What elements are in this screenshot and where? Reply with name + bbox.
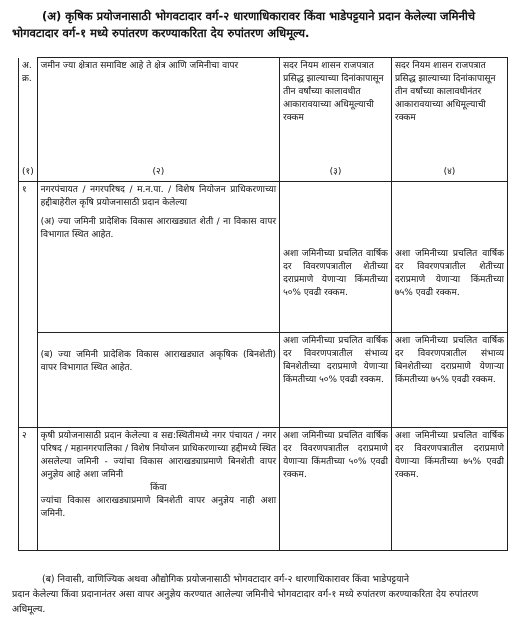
header-premium-after-3yrs: सदर नियम शासन राजपत्रात प्रसिद्ध झाल्याच्या दिनांकापासून तीन वर्षांच्या कालावधीनंतर आकारावयाच्या अधिमूल्याची रक्कम (391, 58, 507, 165)
row1-sub-b-premium-3yrs: अशा जमिनीच्या प्रचलित वार्षिक दर विवरणपत्रातील संभाव्य बिनशेतीच्या दराप्रमाणे येणाऱ्या किंमतीच्या ५०% एवढी रक्कम. (280, 333, 392, 428)
column-number-row (19, 164, 508, 182)
row1-sub-a-text: (अ) ज्या जमिनी प्रादेशिक विकास आराखड्यात शेती / ना विकास वापर विभागात स्थित आहेत. (40, 217, 277, 240)
row1-number: १ (22, 185, 27, 195)
col-number-1: (१) (19, 164, 38, 182)
table-header-row (19, 58, 508, 165)
section-heading (12, 8, 512, 42)
row2-description (37, 428, 279, 551)
row2-or: किंवा (150, 483, 167, 493)
row2-text-1: कृषी प्रयोजनासाठी प्रदान केलेल्या व सद्य:स्थितीमध्ये नगर पंचायत / नगर परिषद / महानगरपालिका / विशेष नियोजन प्राधिकरणाच्या हद्दीमध्ये स्थित असलेल्या जमिनी - ज्यांचा विकास आराखड्याप्रमाणे बिनशेती वापर अनुज्ञेय आहे अशा जमिनी (40, 431, 277, 480)
header-land-area: जमीन ज्या क्षेत्रात समाविष्ट आहे ते क्षेत्र आणि जमिनीचा वापर (37, 58, 279, 165)
row1-sub-a-premium-after: अशा जमिनीच्या प्रचलित वार्षिक दर विवरणपत्रातील शेतीच्या दराप्रमाणे येणाऱ्या किंमतीच्या ७५% एवढी रक्कम. (391, 182, 507, 333)
section-footer (12, 572, 512, 617)
table-row (19, 428, 508, 551)
heading-line-2: भोगवटादार वर्ग-१ मध्ये रुपांतरण करण्याकरिता देय रुपांतरण अधिमूल्य. (12, 26, 310, 40)
row2-serial (19, 428, 38, 551)
row2-number: २ (22, 431, 27, 441)
row1-intro: नगरपंचायत / नगरपरिषद / म.न.पा. / विशेष नियोजन प्राधिकरणाच्या हद्दीबाहेरील कृषि प्रयोजनासाठी प्रदान केलेल्या (40, 185, 277, 208)
table-row (19, 182, 508, 333)
premium-table (18, 57, 508, 551)
header-premium-3yrs: सदर नियम शासन राजपत्रात प्रसिद्ध झाल्याच्या दिनांकापासून तीन वर्षांच्या कालावधीत आकारावयाच्या अधिमूल्याची रक्कम (280, 58, 392, 165)
footer-line-2: प्रदान केलेल्या किंवा प्रदानानंतर असा वापर अनुज्ञेय करण्यात आलेल्या जमिनीचे भोगवटादार वर्ग-१ मध्ये रुपांतरण करण्याकरिता देय रुपांतरण अधिमूल्य. (12, 589, 479, 615)
row1-sub-a-premium-3yrs: अशा जमिनीच्या प्रचलित वार्षिक दर विवरणपत्रातील शेतीच्या दराप्रमाणे येणाऱ्या किंमतीच्या ५०% एवढी रक्कम. (280, 182, 392, 333)
row2-premium-after: अशा जमिनीच्या प्रचलित वार्षिक दर विवरणपत्रातील दराप्रमाणे येणाऱ्या किंमतीच्या ७५% एवढी रक्कम. (391, 428, 507, 551)
table-row (19, 333, 508, 428)
footer-line-1: (ब) निवासी, वाणिज्यिक अथवा औद्योगिक प्रयोजनासाठी भोगवटादार वर्ग-२ धारणाधिकारावर किंवा भाडेपट्टयाने (42, 574, 410, 585)
header-serial: अ. क्र. (19, 58, 38, 165)
row1-sub-a-description (37, 182, 279, 333)
row2-text-2: ज्यांचा विकास आराखड्याप्रमाणे बिनशेती वापर अनुज्ञेय नाही अशा जमिनी. (40, 496, 277, 519)
row1-sub-b-description: (ब) ज्या जमिनी प्रादेशिक विकास आराखड्यात अकृषिक (बिनशेती) वापर विभागात स्थित आहेत. (37, 333, 279, 428)
col-number-3: (३) (280, 164, 392, 182)
col-number-4: (४) (391, 164, 507, 182)
row1-serial (19, 182, 38, 428)
col-number-2: (२) (37, 164, 279, 182)
row1-sub-b-premium-after: अशा जमिनीच्या प्रचलित वार्षिक दर विवरणपत्रातील संभाव्य बिनशेतीच्या दराप्रमाणे येणाऱ्या किंमतीच्या ७५% एवढी रक्कम. (391, 333, 507, 428)
heading-line-1: (अ) कृषिक प्रयोजनासाठी भोगवटादार वर्ग-२ धारणाधिकारावर किंवा भाडेपट्टयाने प्रदान केलेल्या जमिनीचे (42, 9, 476, 23)
row2-premium-3yrs: अशा जमिनीच्या प्रचलित वार्षिक दर विवरणपत्रातील दराप्रमाणे येणाऱ्या किंमतीच्या ५०% एवढी रक्कम. (280, 428, 392, 551)
